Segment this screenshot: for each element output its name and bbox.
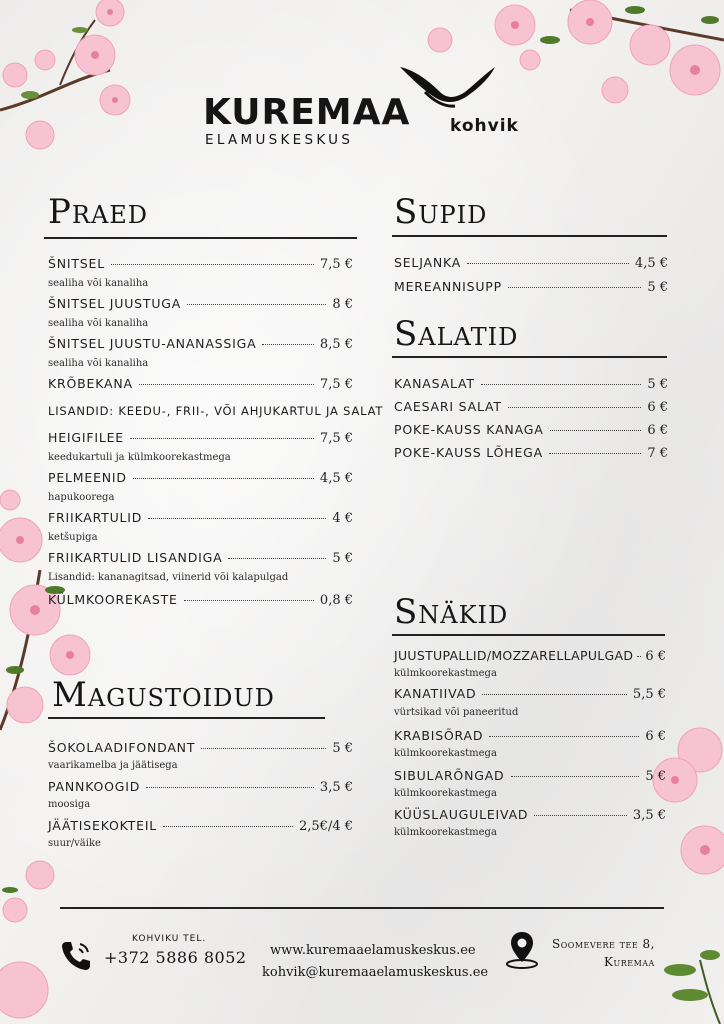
item-price: 0,8 € bbox=[319, 593, 353, 608]
item-desc: suur/väike bbox=[48, 838, 101, 849]
menu-item bbox=[48, 510, 353, 526]
leaf-decoration-icon bbox=[660, 940, 724, 1024]
item-name: ŠNITSEL JUUSTUGA bbox=[48, 296, 182, 311]
item-name: KANATIIVAD bbox=[394, 686, 477, 701]
item-price: 5 € bbox=[647, 377, 668, 392]
item-desc: külmkoorekastmega bbox=[394, 827, 497, 838]
section-title-salatid: Salatid bbox=[394, 314, 519, 354]
phone-number[interactable]: +372 5886 8052 bbox=[104, 948, 247, 967]
item-name: KANASALAT bbox=[394, 376, 475, 391]
item-desc: vaarikamelba ja jäätisega bbox=[48, 760, 178, 771]
item-desc: sealiha või kanaliha bbox=[48, 358, 149, 369]
section-title-supid: Supid bbox=[394, 192, 488, 232]
menu-item bbox=[394, 686, 666, 702]
menu-item bbox=[394, 399, 668, 415]
item-name: ŠNITSEL JUUSTU-ANANASSIGA bbox=[48, 336, 257, 351]
menu-item bbox=[48, 256, 353, 272]
item-name: POKE-KAUSS LÕHEGA bbox=[394, 445, 543, 460]
item-price: 7,5 € bbox=[319, 257, 353, 272]
item-name: MEREANNISUPP bbox=[394, 279, 502, 294]
item-desc: moosiga bbox=[48, 799, 91, 810]
cherry-blossom-icon bbox=[0, 0, 160, 160]
location-pin-icon bbox=[504, 930, 540, 970]
item-desc: ketšupiga bbox=[48, 532, 98, 543]
menu-item bbox=[48, 376, 353, 392]
item-price: 5,5 € bbox=[632, 687, 666, 702]
item-name: FRIIKARTULID LISANDIGA bbox=[48, 550, 223, 565]
item-price: 4 € bbox=[332, 511, 353, 526]
section-rule bbox=[392, 235, 667, 237]
address-line2: Kuremaa bbox=[604, 955, 655, 969]
phone-icon bbox=[58, 938, 94, 974]
section-title-snakid: Snäkid bbox=[394, 592, 509, 632]
section-rule bbox=[392, 634, 665, 636]
menu-item bbox=[48, 550, 353, 566]
item-price: 8,5 € bbox=[319, 337, 353, 352]
menu-item bbox=[394, 279, 668, 295]
item-desc: külmkoorekastmega bbox=[394, 748, 497, 759]
menu-item bbox=[394, 728, 666, 744]
item-price: 8 € bbox=[332, 297, 353, 312]
item-name: POKE-KAUSS KANAGA bbox=[394, 422, 544, 437]
item-desc: sealiha või kanaliha bbox=[48, 278, 149, 289]
menu-item bbox=[48, 296, 353, 312]
item-name: SIBULARÕNGAD bbox=[394, 768, 505, 783]
item-name: HEIGIFILEE bbox=[48, 430, 124, 445]
item-name: KRÕBEKANA bbox=[48, 376, 133, 391]
item-name: ŠNITSEL bbox=[48, 256, 106, 271]
item-name: CAESARI SALAT bbox=[394, 399, 502, 414]
item-price: 5 € bbox=[645, 769, 666, 784]
bird-logo-icon bbox=[395, 62, 500, 112]
menu-item bbox=[394, 807, 666, 823]
item-name: SELJANKA bbox=[394, 255, 462, 270]
address-line1: Soomevere tee 8, bbox=[552, 937, 655, 951]
menu-item bbox=[48, 430, 353, 446]
menu-item bbox=[394, 648, 666, 664]
cherry-blossom-icon bbox=[0, 860, 60, 1024]
menu-item bbox=[48, 779, 353, 795]
item-desc: külmkoorekastmega bbox=[394, 788, 497, 799]
item-price: 4,5 € bbox=[319, 471, 353, 486]
item-price: 6 € bbox=[647, 423, 668, 438]
menu-item bbox=[394, 445, 668, 461]
item-price: 5 € bbox=[332, 741, 353, 756]
item-desc: hapukoorega bbox=[48, 492, 115, 503]
item-price: 5 € bbox=[647, 280, 668, 295]
item-price: 6 € bbox=[645, 729, 666, 744]
website-link[interactable]: www.kuremaaelamuskeskus.ee bbox=[270, 943, 476, 958]
item-desc: keedukartuli ja külmkoorekastmega bbox=[48, 452, 231, 463]
item-price: 3,5 € bbox=[632, 808, 666, 823]
item-name: KRABISÕRAD bbox=[394, 728, 484, 743]
section-rule bbox=[392, 356, 667, 358]
menu-item bbox=[394, 376, 668, 392]
item-price: 7,5 € bbox=[319, 431, 353, 446]
item-name: PANNKOOGID bbox=[48, 779, 141, 794]
item-desc: Lisandid: kananagitsad, viinerid või kalapulgad bbox=[48, 572, 289, 583]
brand-tag: kohvik bbox=[450, 116, 519, 136]
item-price: 6 € bbox=[647, 400, 668, 415]
item-name: PELMEENID bbox=[48, 470, 127, 485]
item-price: 4,5 € bbox=[634, 256, 668, 271]
menu-item bbox=[48, 818, 353, 834]
item-price: 3,5 € bbox=[319, 780, 353, 795]
menu-item bbox=[394, 422, 668, 438]
item-name: JUUSTUPALLID/MOZZARELLAPULGAD bbox=[394, 648, 634, 663]
item-desc: vürtsikad või paneeritud bbox=[394, 707, 519, 718]
item-name: FRIIKARTULID bbox=[48, 510, 143, 525]
section-rule bbox=[44, 237, 357, 239]
brand-subtitle: ELAMUSKESKUS bbox=[205, 132, 354, 148]
sides-note: LISANDID: KEEDU-, FRII-, VÕI AHJUKARTUL JA SALAT bbox=[48, 404, 384, 418]
menu-item bbox=[48, 470, 353, 486]
menu-item bbox=[394, 255, 668, 271]
item-name: JÄÄTISEKOKTEIL bbox=[48, 818, 158, 833]
section-rule bbox=[48, 717, 325, 719]
item-name: ŠOKOLAADIFONDANT bbox=[48, 740, 196, 755]
menu-item bbox=[48, 336, 353, 352]
menu-item bbox=[48, 740, 353, 756]
menu-item bbox=[48, 592, 353, 608]
item-price: 7,5 € bbox=[319, 377, 353, 392]
item-price: 5 € bbox=[332, 551, 353, 566]
section-title-praed: Praed bbox=[48, 192, 149, 232]
section-title-magustoidud: Magustoidud bbox=[52, 675, 275, 715]
item-name: KÜÜSLAUGULEIVAD bbox=[394, 807, 529, 822]
item-desc: sealiha või kanaliha bbox=[48, 318, 149, 329]
item-price: 6 € bbox=[645, 649, 666, 664]
item-desc: külmkoorekastmega bbox=[394, 668, 497, 679]
item-price: 2,5€/4 € bbox=[299, 819, 353, 834]
item-price: 7 € bbox=[647, 446, 668, 461]
email-link[interactable]: kohvik@kuremaaelamuskeskus.ee bbox=[262, 965, 489, 980]
phone-label: KOHVIKU TEL. bbox=[132, 934, 207, 944]
menu-item bbox=[394, 768, 666, 784]
footer-rule bbox=[60, 907, 664, 909]
brand-name: KUREMAA bbox=[203, 92, 411, 133]
item-name: KÜLMKOOREKASTE bbox=[48, 592, 178, 607]
